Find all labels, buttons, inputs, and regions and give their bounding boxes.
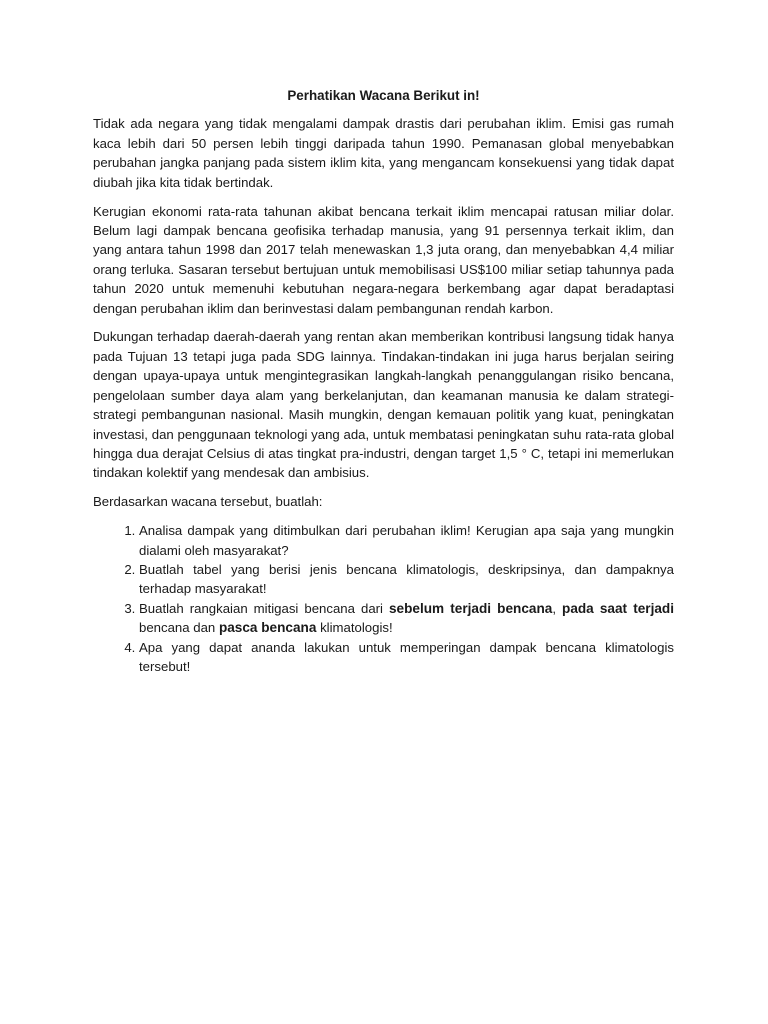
task-item-3-text-b: ,	[552, 600, 563, 616]
task-intro: Berdasarkan wacana tersebut, buatlah:	[93, 494, 323, 510]
document-page	[93, 86, 674, 676]
task-item-3-text-c: bencana dan	[139, 620, 219, 636]
paragraph-1: Tidak ada negara yang tidak mengalami dampak drastis dari perubahan iklim. Emisi gas rumah kaca lebih dari 50 persen lebih tinggi daripada tahun 1990. Pemanasan global menyebabkan perubahan jangka panjang pada sistem iklim kita, yang mengancam konsekuensi yang tidak dapat diubah jika kita tidak bertindak.	[93, 116, 674, 190]
task-item-3-bold-during: pada saat terjadi	[562, 600, 674, 616]
task-item-3	[139, 599, 674, 638]
task-list	[93, 521, 674, 676]
task-item-4	[139, 638, 674, 677]
task-item-2	[139, 560, 674, 599]
paragraph-3: Dukungan terhadap daerah-daerah yang rentan akan memberikan kontribusi langsung tidak hanya pada Tujuan 13 tetapi juga pada SDG lainnya. Tindakan-tindakan ini juga harus berjalan seiring dengan upaya-upaya untuk mengintegrasikan langkah-langkah penanggulangan risiko bencana, pengelolaan sumber daya alam yang berkelanjutan, dan keamanan manusia ke dalam strategi-strategi pembangunan nasional. Masih mungkin, dengan kemauan politik yang kuat, peningkatan investasi, dan penggunaan teknologi yang ada, untuk membatasi peningkatan suhu rata-rata global hingga dua derajat Celsius di atas tingkat pra-industri, dengan target 1,5 ° C, tetapi ini memerlukan tindakan kolektif yang mendesak dan ambisius.	[93, 329, 674, 481]
document-title: Perhatikan Wacana Berikut in!	[287, 88, 480, 103]
paragraph-2: Kerugian ekonomi rata-rata tahunan akibat bencana terkait iklim mencapai ratusan miliar dolar. Belum lagi dampak bencana geofisika terhadap manusia, yang 91 persennya terkait iklim, dan yang antara tahun 1998 dan 2017 telah menewaskan 1,3 juta orang, dan menyebabkan 4,4 miliar orang terluka. Sasaran tersebut bertujuan untuk memobilisasi US$100 miliar setiap tahunnya pada tahun 2020 untuk memenuhi kebutuhan negara-negara berkembang agar dapat beradaptasi dengan perubahan iklim dan berinvestasi dalam pembangunan rendah karbon.	[93, 203, 674, 316]
task-item-3-text-d: klimatologis!	[316, 620, 393, 636]
task-item-3-bold-after: pasca bencana	[218, 620, 317, 636]
task-item-2-text: Buatlah tabel yang berisi jenis bencana klimatologis, deskripsinya, dan dampaknya terhadap masyarakat!	[139, 561, 674, 597]
task-item-3-bold-before: sebelum terjadi bencana	[388, 600, 553, 616]
task-item-4-text: Apa yang dapat ananda lakukan untuk memperingan dampak bencana klimatologis tersebut!	[139, 639, 674, 674]
task-item-1-text: Analisa dampak yang ditimbulkan dari perubahan iklim! Kerugian apa saja yang mungkin dialami oleh masyarakat?	[139, 523, 674, 558]
task-item-3-text-a: Buatlah rangkaian mitigasi bencana dari	[139, 600, 389, 616]
task-item-1	[139, 521, 674, 560]
